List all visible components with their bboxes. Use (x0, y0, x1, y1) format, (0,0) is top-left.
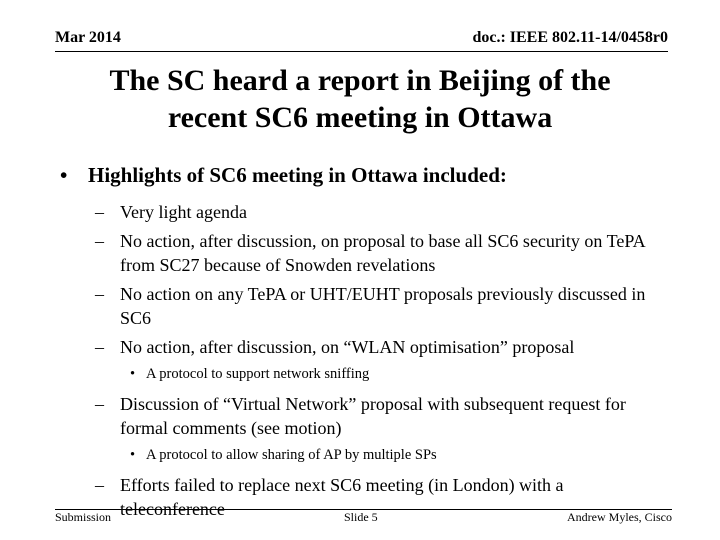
dash-item-text: No action, after discussion, on proposal to base all SC6 security on TePA from SC27 because of Snowden revelations (120, 231, 645, 275)
bullet-main-text: Highlights of SC6 meeting in Ottawa included: (88, 163, 507, 187)
dash-marker: – (95, 475, 104, 495)
footer-slide-number: Slide 5 (344, 510, 378, 524)
dash-item-3 (95, 282, 665, 330)
footer-author: Andrew Myles, Cisco (567, 510, 672, 524)
bullet-marker: • (60, 163, 68, 187)
dash-marker: – (95, 337, 104, 357)
dash-marker: – (95, 394, 104, 414)
dash-item-text: No action, after discussion, on “WLAN optimisation” proposal (120, 337, 575, 357)
dash-marker: – (95, 231, 104, 251)
sub-bullet-text: A protocol to allow sharing of AP by multiple SPs (146, 447, 437, 463)
dash-item-1 (95, 200, 665, 224)
sub-bullet-1 (130, 364, 680, 384)
sub-bullet-text: A protocol to support network sniffing (146, 366, 370, 382)
header-date: Mar 2014 (55, 29, 121, 46)
dash-item-text: Efforts failed to replace next SC6 meeting (in London) with a teleconference (120, 475, 564, 519)
title-line-1: The SC heard a report in Beijing of the (109, 64, 611, 97)
dash-item-text: Discussion of “Virtual Network” proposal with subsequent request for formal comments (see motion) (120, 394, 626, 438)
footer-submission: Submission (55, 510, 112, 524)
dash-item-2 (95, 229, 665, 277)
dash-item-text: Very light agenda (120, 202, 247, 222)
bullet-main (60, 161, 680, 189)
title-line-2: recent SC6 meeting in Ottawa (167, 101, 553, 134)
dash-marker: – (95, 284, 104, 304)
dash-marker: – (95, 202, 104, 222)
sub-bullet-2 (130, 445, 680, 465)
header-doc-id: doc.: IEEE 802.11-14/0458r0 (472, 29, 668, 46)
sub-bullet-marker: • (130, 447, 136, 463)
slide-body (60, 161, 680, 526)
sub-bullet-marker: • (130, 366, 136, 382)
header-divider (55, 51, 668, 52)
slide-title (60, 62, 660, 136)
dash-item-4 (95, 335, 665, 359)
dash-item-5 (95, 392, 665, 440)
dash-item-text: No action on any TePA or UHT/EUHT proposals previously discussed in SC6 (120, 284, 646, 328)
